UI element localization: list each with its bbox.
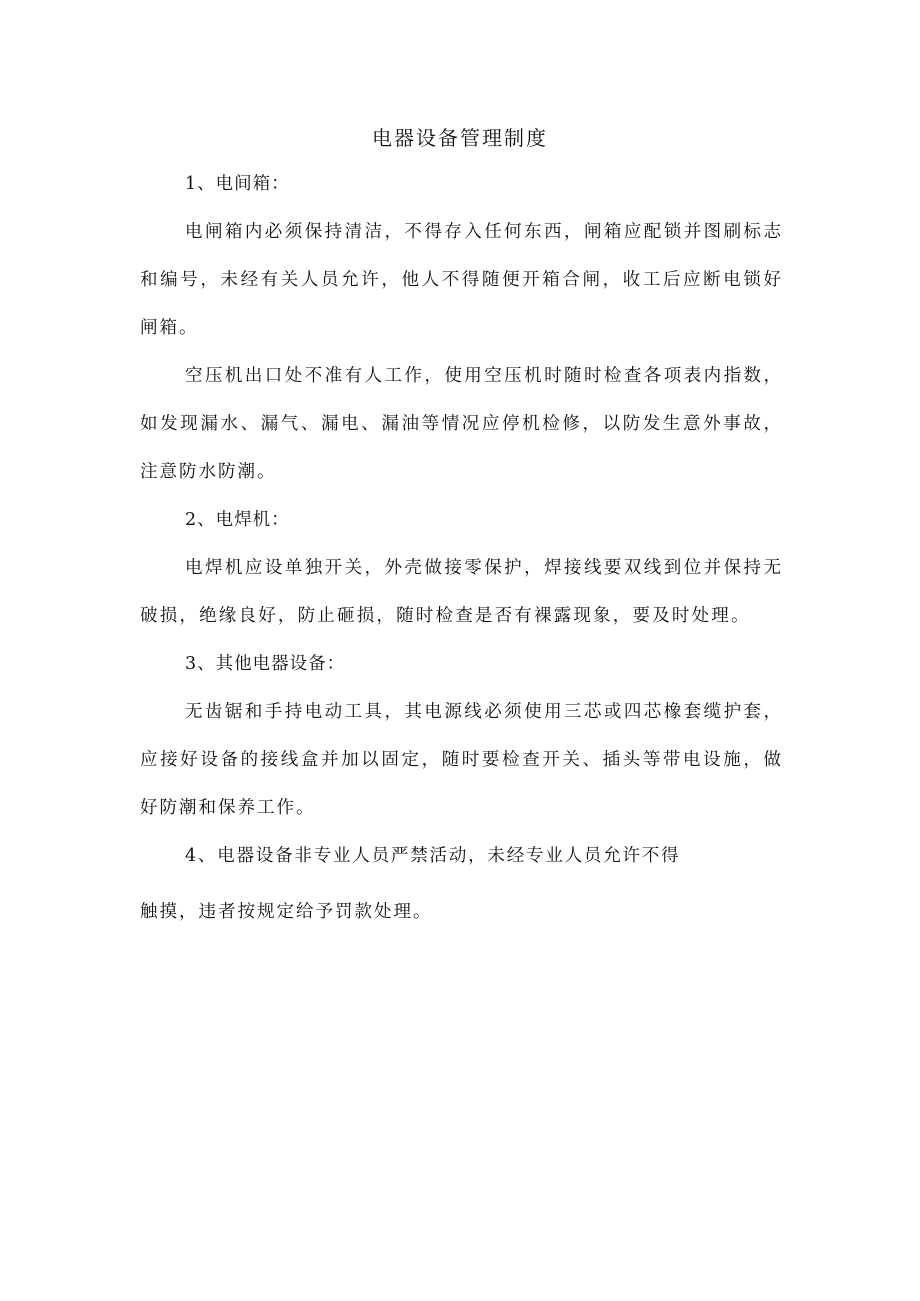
paragraph-line: 4、电器设备非专业人员严禁活动，未经专业人员允许不得 — [185, 846, 681, 866]
paragraph-line: 电焊机应设单独开关，外壳做接零保护，焊接线要双线到位并保持无 — [185, 558, 782, 578]
paragraph-line: 闸箱。 — [140, 318, 199, 338]
paragraph-line: 电闸箱内必须保持清洁，不得存入任何东西，闸箱应配锁并图刷标志 — [185, 222, 782, 242]
paragraph-line: 应接好设备的接线盒并加以固定，随时要检查开关、插头等带电设施，做 — [140, 750, 782, 770]
section-heading: 2、电焊机： — [185, 510, 290, 530]
paragraph-line: 好防潮和保养工作。 — [140, 798, 316, 818]
paragraph-line: 注意防水防潮。 — [140, 462, 277, 482]
paragraph-line: 和编号，未经有关人员允许，他人不得随便开箱合闸，收工后应断电锁好 — [140, 270, 782, 290]
document-title: 电器设备管理制度 — [372, 126, 548, 150]
paragraph-line: 空压机出口处不准有人工作，使用空压机时随时检查各项表内指数， — [185, 366, 782, 386]
paragraph-line: 如发现漏水、漏气、漏电、漏油等情况应停机检修，以防发生意外事故， — [140, 414, 782, 434]
paragraph-line: 无齿锯和手持电动工具，其电源线必须使用三芯或四芯橡套缆护套， — [185, 702, 782, 722]
section-heading: 1、电间箱： — [185, 174, 290, 194]
paragraph-line: 破损，绝缘良好，防止砸损，随时检查是否有裸露现象，要及时处理。 — [140, 606, 751, 626]
paragraph-line: 触摸，违者按规定给予罚款处理。 — [140, 902, 433, 922]
section-heading: 3、其他电器设备： — [185, 654, 346, 674]
